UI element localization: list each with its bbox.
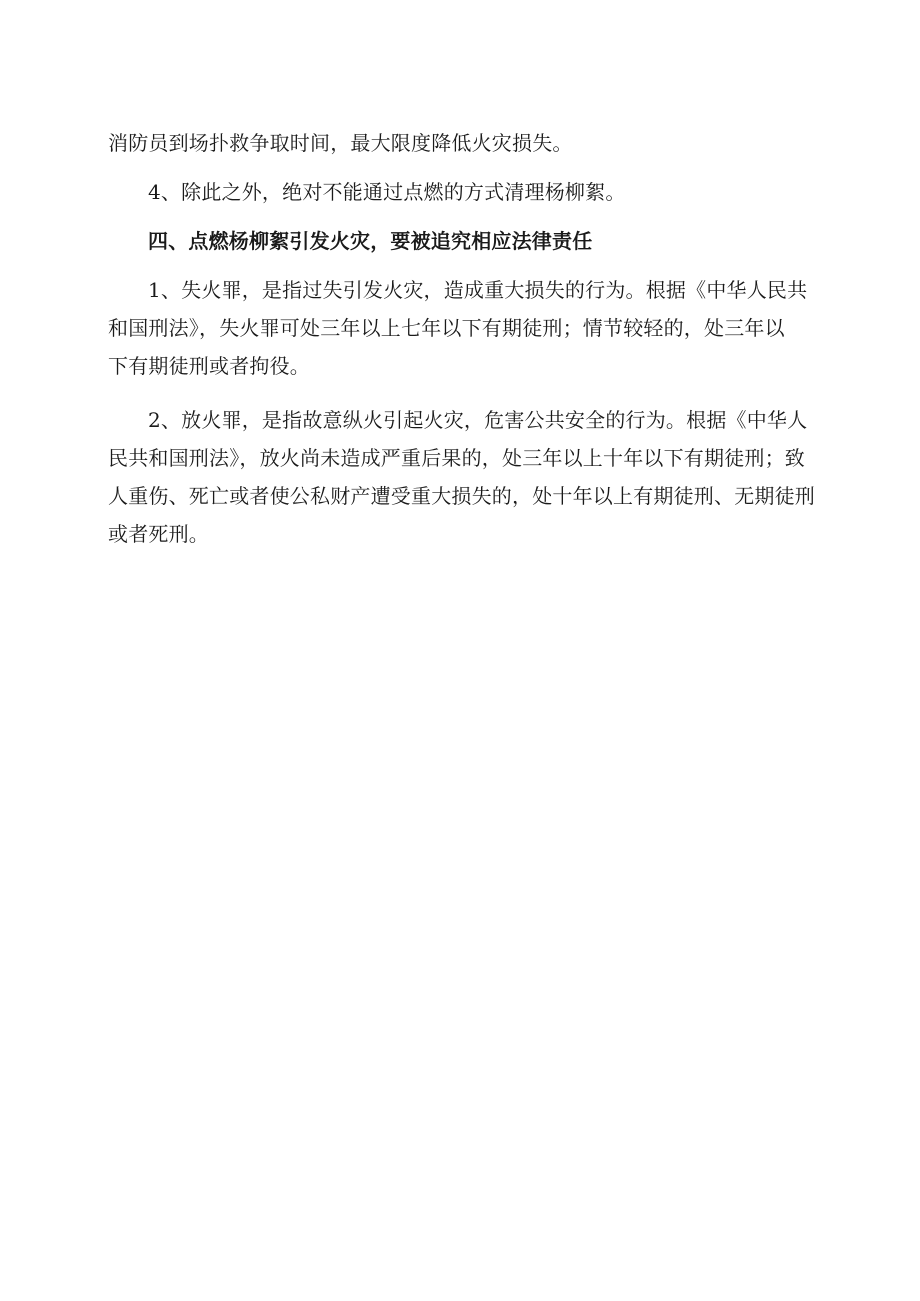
paragraph-line: 4、除此之外，绝对不能通过点燃的方式清理杨柳絮。 bbox=[148, 180, 626, 204]
paragraph-line: 消防员到场扑救争取时间，最大限度降低火灾损失。 bbox=[108, 131, 573, 155]
paragraph-line: 2、放火罪，是指故意纵火引起火灾，危害公共安全的行为。根据《中华人 bbox=[148, 408, 808, 432]
paragraph-negligent-arson bbox=[108, 271, 814, 385]
paragraph-no-burning bbox=[108, 173, 814, 211]
paragraph-arson bbox=[108, 401, 814, 553]
paragraph-line: 或者死刑。 bbox=[108, 522, 209, 546]
paragraph-line: 人重伤、死亡或者使公私财产遭受重大损失的，处十年以上有期徒刑、无期徒刑 bbox=[108, 484, 815, 508]
paragraph-line: 1、失火罪，是指过失引发火灾，造成重大损失的行为。根据《中华人民共 bbox=[148, 278, 808, 302]
paragraph-fire-rescue bbox=[108, 124, 814, 162]
section-heading-text: 四、点燃杨柳絮引发火灾，要被追究相应法律责任 bbox=[148, 229, 593, 253]
paragraph-line: 下有期徒刑或者拘役。 bbox=[108, 354, 310, 378]
section-heading bbox=[108, 222, 814, 260]
document-body bbox=[108, 124, 814, 553]
paragraph-line: 民共和国刑法》，放火尚未造成严重后果的，处三年以上十年以下有期徒刑；致 bbox=[108, 446, 805, 470]
paragraph-line: 和国刑法》，失火罪可处三年以上七年以下有期徒刑；情节较轻的，处三年以 bbox=[108, 316, 785, 340]
